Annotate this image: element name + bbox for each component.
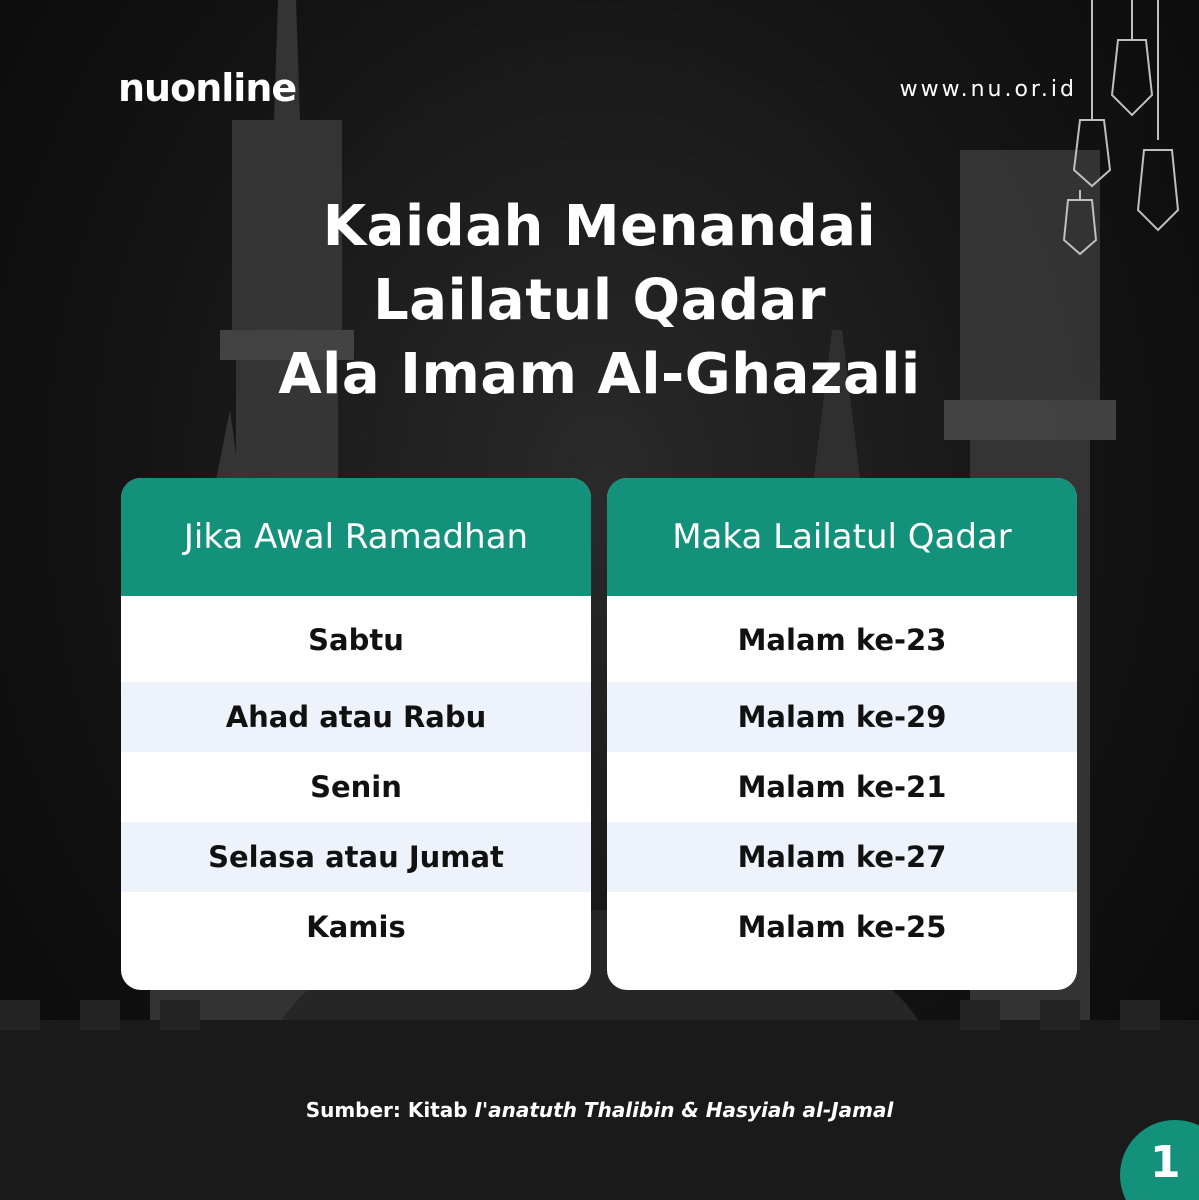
website-url: www.nu.or.id bbox=[899, 77, 1077, 102]
start-day-header: Jika Awal Ramadhan bbox=[121, 478, 591, 596]
night-cell: Malam ke-21 bbox=[737, 770, 947, 804]
page-title bbox=[0, 190, 1199, 412]
start-day-cell: Ahad atau Rabu bbox=[121, 682, 591, 752]
source-prefix: Sumber: Kitab bbox=[305, 1098, 475, 1122]
lailatul-qadar-column bbox=[607, 478, 1077, 990]
nuonline-logo: nuonline bbox=[118, 66, 297, 110]
start-day-cell: Senin bbox=[310, 770, 402, 804]
night-cell: Malam ke-29 bbox=[607, 682, 1077, 752]
title-line-2: Lailatul Qadar bbox=[373, 268, 826, 333]
night-cell: Malam ke-23 bbox=[737, 623, 947, 657]
start-day-cell: Selasa atau Jumat bbox=[121, 822, 591, 892]
title-line-1: Kaidah Menandai bbox=[322, 194, 877, 259]
source-books: I'anatuth Thalibin & Hasyiah al-Jamal bbox=[474, 1098, 894, 1122]
page-number: 1 bbox=[1150, 1137, 1181, 1188]
source-citation bbox=[0, 1098, 1199, 1122]
lailatul-qadar-header: Maka Lailatul Qadar bbox=[607, 478, 1077, 596]
start-day-column bbox=[121, 478, 591, 990]
start-day-cell: Kamis bbox=[306, 910, 406, 944]
title-line-3: Ala Imam Al-Ghazali bbox=[278, 342, 921, 407]
night-cell: Malam ke-27 bbox=[607, 822, 1077, 892]
start-day-cell: Sabtu bbox=[308, 623, 404, 657]
night-cell: Malam ke-25 bbox=[737, 910, 947, 944]
